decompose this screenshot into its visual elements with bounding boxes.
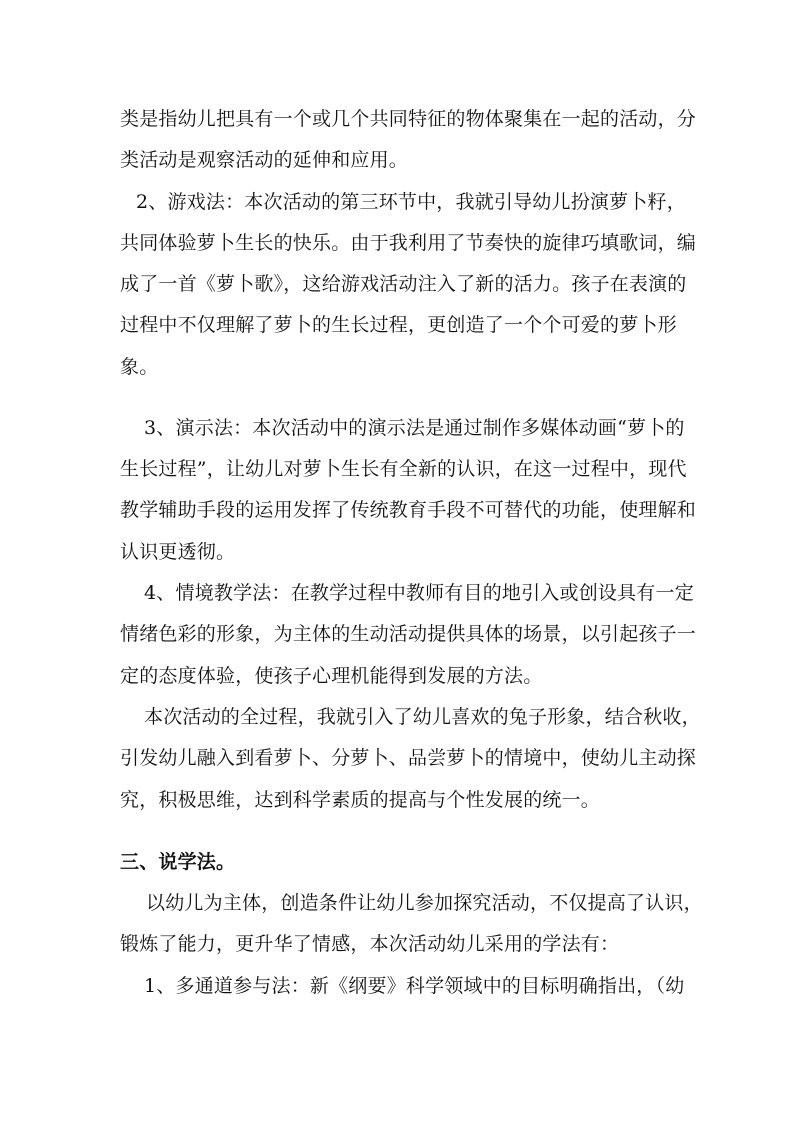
text-line: 共同体验萝卜生长的快乐。由于我利用了节奏快的旋律巧填歌词，编: [120, 232, 697, 254]
text-line: 引发幼儿融入到看萝卜、分萝卜、品尝萝卜的情境中，使幼儿主动探: [120, 747, 697, 769]
text-line: 象。: [120, 356, 159, 378]
text-line: 究，积极思维，达到科学素质的提高与个性发展的统一。: [120, 789, 601, 811]
text-line: 成了一首《萝卜歌》，这给游戏活动注入了新的活力。孩子在表演的: [120, 273, 687, 295]
text-line: 3、演示法：本次活动中的演示法是通过制作多媒体动画“萝卜的: [144, 417, 685, 439]
text-line: 情绪色彩的形象，为主体的生动活动提供具体的场景，以引起孩子一: [120, 623, 697, 645]
text-line: 2、游戏法：本次活动的第三环节中，我就引导幼儿扮演萝卜籽，: [136, 191, 686, 213]
section-heading: 三、说学法。: [120, 851, 236, 873]
text-line: 过程中不仅理解了萝卜的生长过程，更创造了一个个可爱的萝卜形: [120, 314, 677, 336]
text-line: 教学辅助手段的运用发挥了传统教育手段不可替代的功能，使理解和: [120, 499, 697, 521]
text-line: 定的态度体验，使孩子心理机能得到发展的方法。: [120, 665, 543, 687]
text-line: 4、情境教学法：在教学过程中教师有目的地引入或创设具有一定: [144, 582, 694, 604]
text-line: 锻炼了能力，更升华了情感，本次活动幼儿采用的学法有：: [120, 933, 620, 955]
text-line: 类活动是观察活动的延伸和应用。: [120, 149, 409, 171]
text-line: 生长过程”，让幼儿对萝卜生长有全新的认识，在这一过程中，现代: [120, 458, 687, 480]
text-line: 以幼儿为主体，创造条件让幼儿参加探究活动，不仅提高了认识，: [146, 892, 703, 914]
text-line: 本次活动的全过程，我就引入了幼儿喜欢的兔子形象，结合秋收，: [144, 706, 701, 728]
text-line: 类是指幼儿把具有一个或几个共同特征的物体聚集在一起的活动，分: [120, 108, 697, 130]
text-line: 认识更透彻。: [120, 541, 236, 563]
text-line: 1、多通道参与法：新《纲要》科学领域中的目标明确指出，（幼: [144, 975, 685, 997]
